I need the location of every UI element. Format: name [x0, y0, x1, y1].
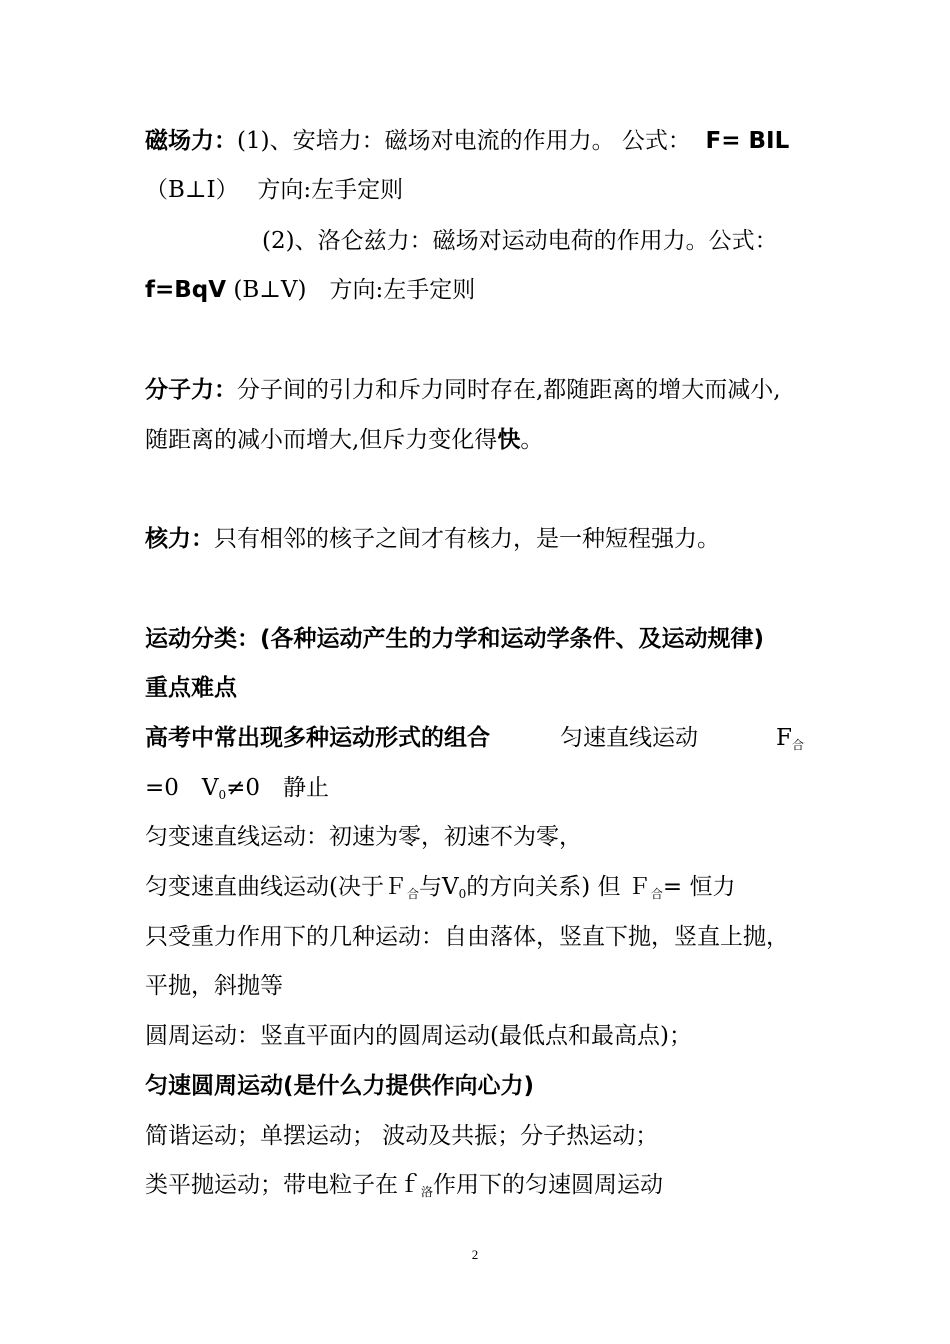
molecular-line-1 — [145, 375, 781, 405]
curve-text-c: 的方向关系) 但 Ｆ — [466, 874, 651, 900]
shm-line: 简谐运动；单摆运动； 波动及共振；分子热运动； — [145, 1123, 659, 1149]
variable-curve — [145, 872, 735, 909]
he-subscript: 合 — [650, 887, 663, 901]
molecular-bold-fast: 快 — [497, 427, 521, 453]
combo-bold: 高考中常出现多种运动形式的组合 — [145, 725, 490, 751]
eq-zero: =0 V — [145, 775, 219, 801]
ampere-formula: F= BIL — [705, 128, 790, 154]
molecular-line-2 — [145, 425, 543, 455]
nuclear-text: 只有相邻的核子之间才有核力，是一种短程强力。 — [214, 526, 720, 552]
last-text-a: 类平抛运动；带电粒子在ｆ — [145, 1172, 421, 1198]
static-line — [145, 773, 329, 810]
variable-linear: 匀变速直线运动：初速为零，初速不为零， — [145, 824, 582, 850]
molecular-period: 。 — [520, 427, 544, 453]
ampere-text: (1)、安培力：磁场对电流的作用力。 公式： — [237, 128, 691, 154]
he-subscript: 合 — [406, 887, 419, 901]
gravity-motion: 只受重力作用下的几种运动：自由落体，竖直下抛，竖直上抛， — [145, 924, 789, 950]
static-text: ≠0 静止 — [226, 775, 330, 801]
molecular-text-1: 分子间的引力和斥力同时存在,都随距离的增大而减小, — [237, 377, 781, 403]
uniform-circular: 匀速圆周运动(是什么力提供作向心力) — [145, 1073, 535, 1099]
f-symbol: F — [776, 725, 792, 751]
magnetic-heading: 磁场力： — [145, 128, 237, 154]
lorentz-formula: f=BqV — [145, 277, 227, 303]
combo-line — [145, 723, 490, 753]
curve-text-b: 与V — [419, 874, 459, 900]
nuclear-heading: 核力： — [145, 526, 214, 552]
he-subscript: 合 — [791, 738, 804, 752]
circular-motion: 圆周运动：竖直平面内的圆周运动(最低点和最高点)； — [145, 1023, 692, 1049]
last-line — [145, 1170, 663, 1207]
molecular-heading: 分子力： — [145, 377, 237, 403]
curve-text-a: 匀变速直曲线运动(决于Ｆ — [145, 874, 407, 900]
key-points: 重点难点 — [145, 675, 237, 701]
molecular-text-2: 随距离的减小而增大,但斥力变化得 — [145, 427, 498, 453]
motion-heading: 运动分类：(各种运动产生的力学和运动学条件、及运动规律) — [145, 626, 765, 652]
lorentz-direction: (B⊥V) 方向:左手定则 — [226, 277, 476, 303]
uniform-linear: 匀速直线运动 — [560, 725, 698, 751]
luo-subscript: 洛 — [421, 1185, 434, 1199]
magnetic-line-4 — [145, 275, 475, 305]
magnetic-line-1 — [145, 126, 789, 156]
magnetic-line-2: （B⊥I） 方向:左手定则 — [145, 177, 404, 203]
v0-subscript: 0 — [218, 788, 227, 802]
last-text-b: 作用下的匀速圆周运动 — [433, 1172, 664, 1198]
magnetic-line-3: (2)、洛仑兹力：磁场对运动电荷的作用力。公式： — [262, 228, 778, 254]
page-number: 2 — [471, 1247, 479, 1262]
v0-subscript: 0 — [458, 887, 467, 901]
nuclear-line — [145, 524, 720, 554]
projectile-motion: 平抛，斜抛等 — [145, 973, 283, 999]
curve-text-d: = 恒力 — [662, 874, 736, 900]
f-net-label — [776, 723, 804, 760]
